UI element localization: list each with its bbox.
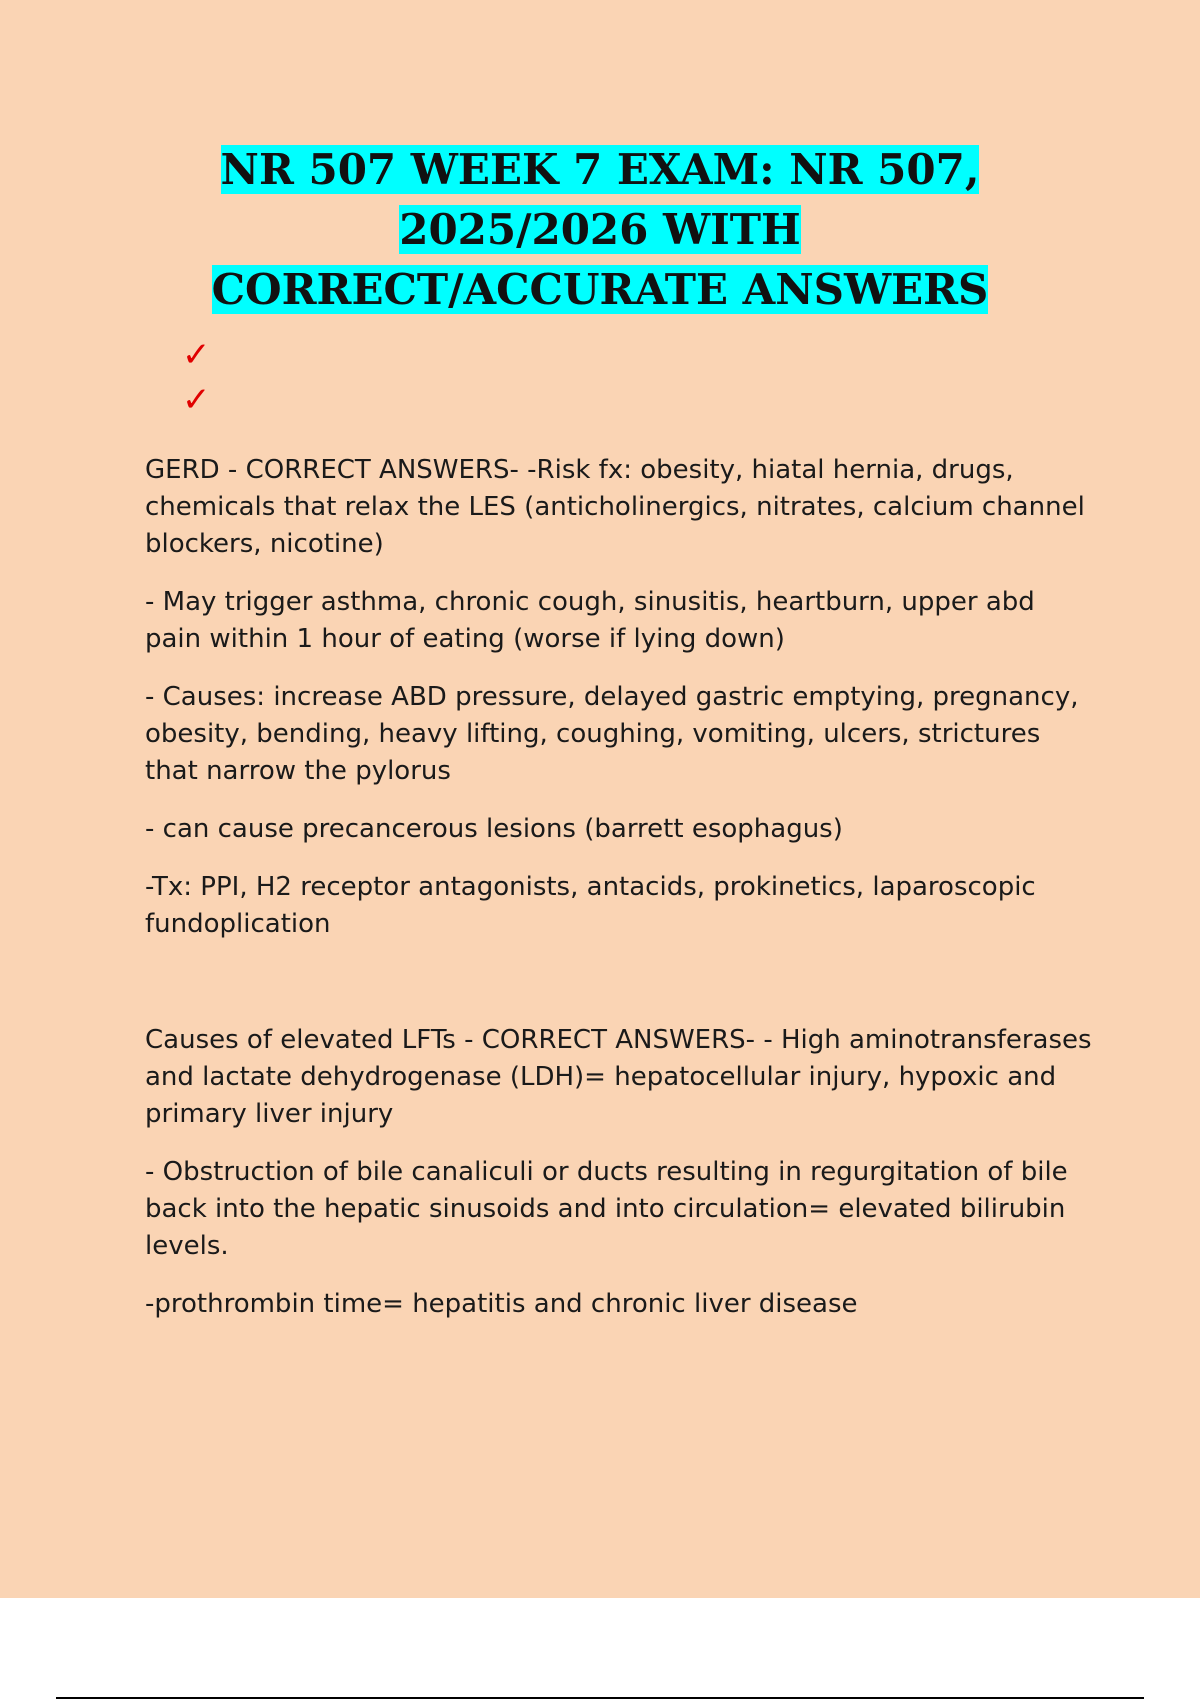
section-elevated-lfts bbox=[145, 1022, 1095, 1323]
checkmark-icon: ✓ bbox=[182, 335, 211, 375]
title-line-2: 2025/2026 WITH bbox=[399, 205, 801, 254]
document-body bbox=[145, 452, 1095, 1344]
section-spacer bbox=[145, 964, 1095, 1022]
footer-divider bbox=[56, 1697, 1144, 1699]
paragraph: - Causes: increase ABD pressure, delayed gastric emptying, pregnancy, obesity, bending, heavy lifting, coughing, vomiting, ulcers, strictures that narrow the pylorus bbox=[145, 682, 1079, 786]
paragraph: -prothrombin time= hepatitis and chronic liver disease bbox=[145, 1289, 858, 1319]
paragraph: - can cause precancerous lesions (barrett esophagus) bbox=[145, 814, 843, 844]
title-line-1: NR 507 WEEK 7 EXAM: NR 507, bbox=[220, 145, 980, 194]
checkmark-icon: ✓ bbox=[182, 380, 211, 420]
document-title bbox=[100, 140, 1100, 320]
paragraph: -Tx: PPI, H2 receptor antagonists, antacids, prokinetics, laparoscopic fundoplication bbox=[145, 872, 1036, 939]
paragraph: - May trigger asthma, chronic cough, sinusitis, heartburn, upper abd pain within 1 hour of eating (worse if lying down) bbox=[145, 587, 1035, 654]
paragraph: GERD - CORRECT ANSWERS- -Risk fx: obesity, hiatal hernia, drugs, chemicals that relax the LES (anticholinergics, nitrates, calcium channel blockers, nicotine) bbox=[145, 455, 1085, 559]
title-line-3: CORRECT/ACCURATE ANSWERS bbox=[211, 265, 989, 314]
section-gerd bbox=[145, 452, 1095, 943]
paragraph: - Obstruction of bile canaliculi or ducts resulting in regurgitation of bile back into the hepatic sinusoids and into circulation= elevated bilirubin levels. bbox=[145, 1157, 1068, 1261]
paragraph: Causes of elevated LFTs - CORRECT ANSWERS- - High aminotransferases and lactate dehydrogenase (LDH)= hepatocellular injury, hypoxic and primary liver injury bbox=[145, 1025, 1092, 1129]
